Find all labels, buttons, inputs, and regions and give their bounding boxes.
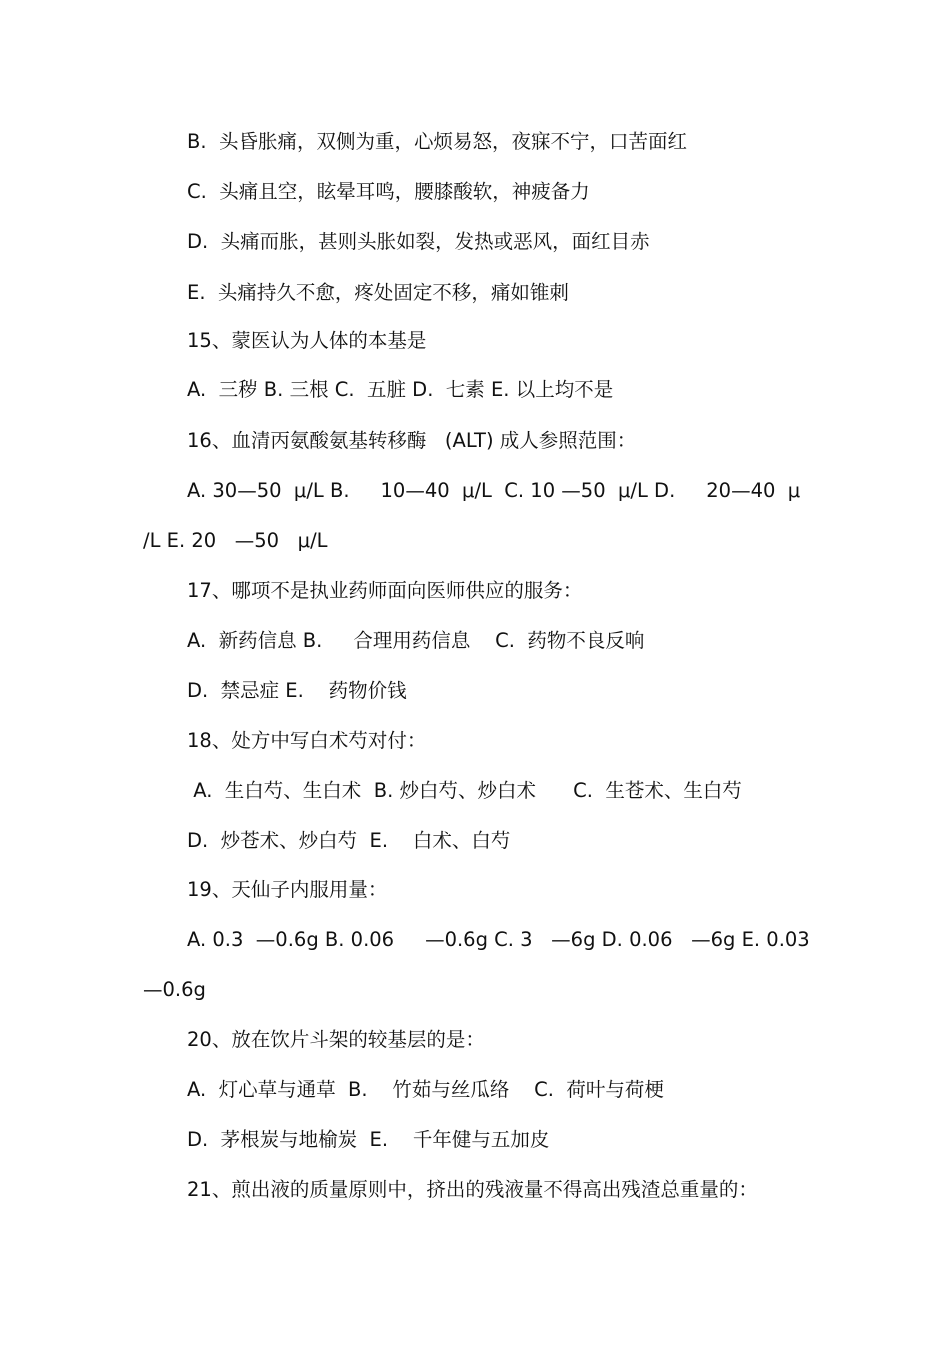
question-15: 15、蒙医认为人体的本基是: [187, 329, 427, 352]
option-line-d: D. 头痛而胀，甚则头胀如裂，发热或恶风，面红目赤: [187, 230, 650, 253]
options-20-a: A. 灯心草与通草 B. 竹茹与丝瓜络 C. 荷叶与荷梗: [187, 1078, 664, 1101]
question-18: 18、处方中写白术芍对付：: [187, 729, 427, 752]
option-line-c: C. 头痛且空，眩晕耳鸣，腰膝酸软，神疲备力: [187, 180, 590, 203]
question-21: 21、煎出液的质量原则中，挤出的残液量不得高出残渣总重量的：: [187, 1178, 758, 1201]
options-18-a: A. 生白芍、生白术 B. 炒白芍、炒白术 C. 生苍术、生白芍: [187, 779, 742, 802]
options-16-cont: /L E. 20 —50 μ/L: [143, 529, 328, 552]
question-17: 17、哪项不是执业药师面向医师供应的服务：: [187, 579, 583, 602]
options-15: A. 三秽 B. 三根 C. 五脏 D. 七素 E. 以上均不是: [187, 378, 614, 401]
question-16: 16、血清丙氨酸氨基转移酶 (ALT) 成人参照范围：: [187, 429, 637, 452]
options-18-d: D. 炒苍术、炒白芍 E. 白术、白芍: [187, 829, 511, 852]
question-19: 19、天仙子内服用量：: [187, 878, 388, 901]
options-20-d: D. 茅根炭与地榆炭 E. 千年健与五加皮: [187, 1128, 550, 1151]
options-17-a: A. 新药信息 B. 合理用药信息 C. 药物不良反响: [187, 629, 645, 652]
option-line-b: B. 头昏胀痛，双侧为重，心烦易怒，夜寐不宁，口苦面红: [187, 130, 687, 153]
question-20: 20、放在饮片斗架的较基层的是：: [187, 1028, 485, 1051]
options-19: A. 0.3 —0.6g B. 0.06 —0.6g C. 3 —6g D. 0.06 —6g E. 0.03: [187, 928, 810, 951]
options-19-cont: —0.6g: [143, 978, 206, 1001]
options-16: A. 30—50 μ/L B. 10—40 μ/L C. 10 —50 μ/L D. 20—40 μ: [187, 479, 801, 502]
options-17-d: D. 禁忌症 E. 药物价钱: [187, 679, 407, 702]
option-line-e: E. 头痛持久不愈，疼处固定不移，痛如锥刺: [187, 281, 569, 304]
